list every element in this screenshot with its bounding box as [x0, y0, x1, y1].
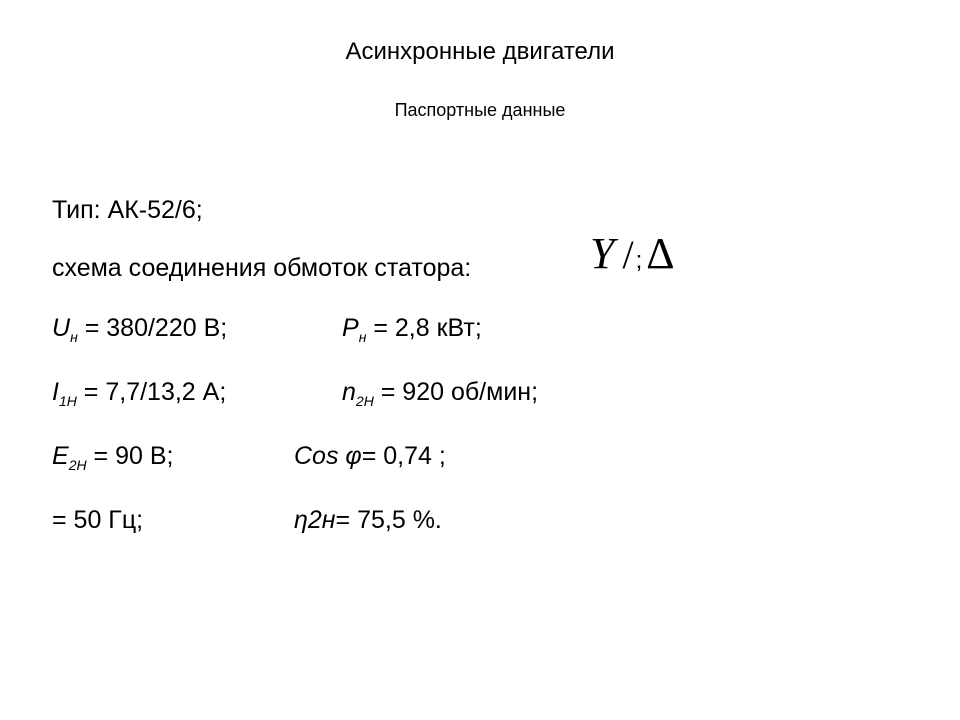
efficiency-symbol: η2н [294, 506, 336, 534]
rated-current-value: = 7,7/13,2 А; [76, 378, 227, 406]
rotor-emf-value: = 90 В; [86, 442, 174, 470]
formula-star: Y [590, 229, 615, 278]
rotor-emf [52, 442, 173, 471]
rated-voltage-value: = 380/220 В; [77, 314, 228, 342]
rated-power-symbol: P [342, 314, 359, 342]
connection-formula [590, 228, 675, 279]
motor-type-line: Тип: АК-52/6; [52, 196, 203, 224]
power-factor-value: = 0,74 ; [361, 442, 446, 470]
power-factor-symbol: Cos φ [294, 442, 362, 470]
rated-current-symbol: I [52, 378, 59, 406]
efficiency-value: = 75,5 %. [335, 506, 442, 534]
formula-semicolon: ; [635, 247, 643, 274]
frequency-value: = 50 Гц; [52, 506, 144, 534]
slide-subtitle: Паспортные данные [394, 100, 566, 120]
rated-power-subscript: н [358, 329, 367, 345]
formula-delta: Δ [646, 229, 675, 278]
rotor-emf-symbol: E [52, 442, 69, 470]
rated-voltage-symbol: U [52, 314, 71, 342]
formula-slash: / [622, 232, 634, 277]
rated-current-subscript: 1Н [58, 393, 77, 409]
rated-speed [342, 378, 538, 407]
rated-speed-subscript: 2Н [355, 393, 374, 409]
rated-power-value: = 2,8 кВт; [366, 314, 482, 342]
rated-current [52, 378, 226, 407]
frequency [52, 506, 143, 535]
efficiency [294, 506, 442, 535]
rated-voltage [52, 314, 227, 343]
rated-voltage-subscript: н [70, 329, 78, 345]
rotor-emf-subscript: 2Н [68, 457, 87, 473]
rated-power [342, 314, 482, 343]
rated-speed-symbol: n [342, 378, 356, 406]
power-factor [294, 442, 446, 471]
slide-title: Асинхронные двигатели [345, 38, 615, 65]
rated-speed-value: = 920 об/мин; [373, 378, 539, 406]
stator-scheme-line: схема соединения обмоток статора: [52, 254, 472, 282]
